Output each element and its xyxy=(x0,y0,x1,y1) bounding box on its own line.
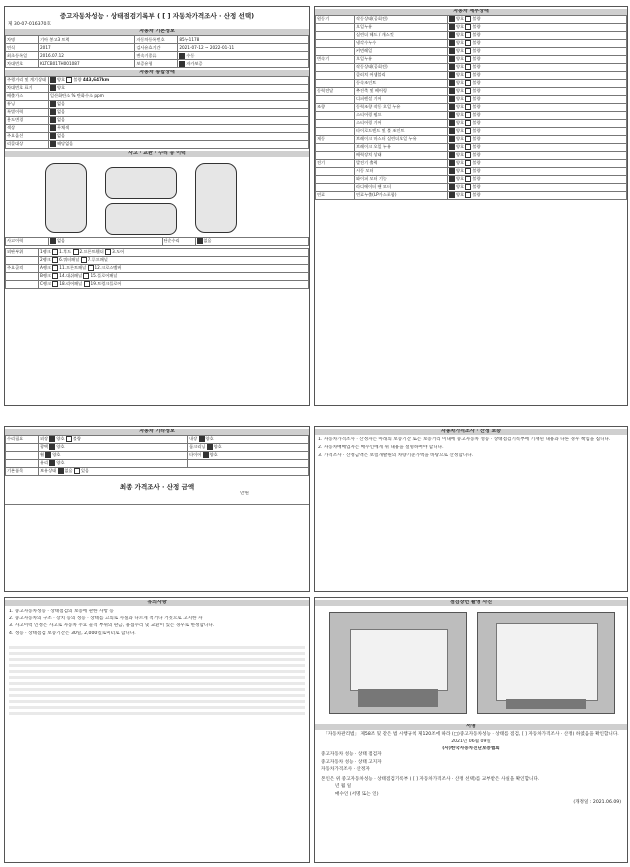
detail-item-label: 커먼레일 xyxy=(355,47,448,55)
detail-item-label: 작동상태(공회전) xyxy=(355,63,448,71)
vehicle-name: 기아 봉고3 트럭 xyxy=(39,36,135,44)
checkbox xyxy=(449,40,455,46)
checkbox xyxy=(449,88,455,94)
car-diagram-side-right xyxy=(105,203,177,235)
detail-item-status: 양호 불량 xyxy=(448,159,627,167)
detail-item-status: 양호 불량 xyxy=(448,23,627,31)
detail-item-status: 양호 불량 xyxy=(448,191,627,199)
detail-item-label: 시동 모터 xyxy=(355,167,448,175)
detail-item-status: 양호 불량 xyxy=(448,87,627,95)
detail-item-label: 배력장치 상태 xyxy=(355,151,448,159)
detail-group-label xyxy=(316,127,355,135)
checkbox xyxy=(465,16,471,22)
notice-sheet xyxy=(4,597,310,863)
basic-info-header: 자동차 기본정보 xyxy=(5,29,309,35)
inspection-photo-rear xyxy=(477,612,615,714)
photo-sign-sheet xyxy=(314,597,628,863)
final-price-unit: 만원 xyxy=(240,490,249,496)
sign-header: 서명 xyxy=(315,724,627,730)
final-price-label: 최종 가격조사 · 산정 금액 xyxy=(119,482,195,491)
inspector-label: 중고자동차 성능 · 상태 점검자 xyxy=(321,752,382,758)
notifier-label: 중고자동차 성능 · 상태 고지자 xyxy=(321,759,382,765)
notice-header: 유의사항 xyxy=(5,600,309,606)
checkbox xyxy=(449,192,455,198)
detail-row xyxy=(316,167,627,175)
checkbox xyxy=(465,128,471,134)
accident-header: 사고 · 교환 · 수리 등 이력 xyxy=(5,151,309,157)
detail-item-status: 양호 불량 xyxy=(448,111,627,119)
detail-item-label: 브레이크 마스터 실린더오일 누유 xyxy=(355,135,448,143)
detail-item-label: 오일누유 xyxy=(355,55,448,63)
detail-row xyxy=(316,47,627,55)
detail-row xyxy=(316,87,627,95)
checkbox xyxy=(465,144,471,150)
checkbox xyxy=(465,72,471,78)
detail-group-label xyxy=(316,119,355,127)
other-info-sheet xyxy=(4,426,310,592)
detail-group-label xyxy=(316,39,355,47)
detail-group-label xyxy=(316,151,355,159)
detail-row xyxy=(316,191,627,199)
guarantee-item: 1. 자동차가격조사 · 산정자는 아래의 보증기간 또는 보증거리 이내에 중고자동차 성능 · 상태점검기록부에 기재된 내용과 다른 경우 책임을 집니다. xyxy=(318,436,611,442)
checkbox xyxy=(449,24,455,30)
notice-item: 1. 중고자동차성능 · 상태점검의 보증에 관한 사항 등 xyxy=(9,608,114,614)
mileage-value: 443,647km xyxy=(82,77,110,83)
car-diagram-bottom xyxy=(195,163,237,233)
price-remarks xyxy=(5,504,309,545)
guarantee-item: 2. 자동차매매업자는 매수인에게 위 내용을 설명하여야 합니다. xyxy=(318,445,444,451)
detail-item-status: 양호 불량 xyxy=(448,151,627,159)
revision-date: (개정일 : 2021.06.09) xyxy=(573,800,621,806)
model-year: 2017 xyxy=(39,44,135,52)
seller-label: 자동차가격조사 · 산정자 xyxy=(321,766,370,772)
price-guarantee-header: 자동차가격조사 · 산정 보증 xyxy=(315,429,627,435)
checkbox xyxy=(449,184,455,190)
detail-group-label: 원동기 xyxy=(316,15,355,23)
chassis-number: KLTCB01TH001087 xyxy=(39,60,135,68)
checkbox xyxy=(465,56,471,62)
detail-item-label: 발전기 출력 xyxy=(355,159,448,167)
detail-row xyxy=(316,175,627,183)
detail-row xyxy=(316,15,627,23)
detail-item-label: 동력조향 작동 오일 누유 xyxy=(355,103,448,111)
detail-row xyxy=(316,119,627,127)
detail-item-status: 양호 불량 xyxy=(448,135,627,143)
detail-status-table xyxy=(315,15,627,200)
detail-row xyxy=(316,23,627,31)
detail-item-status: 양호 불량 xyxy=(448,79,627,87)
checkbox xyxy=(465,136,471,142)
detail-row xyxy=(316,63,627,71)
detail-item-status: 양호 불량 xyxy=(448,39,627,47)
detail-group-label xyxy=(316,31,355,39)
buyer-sign: (서명 또는 인) xyxy=(349,791,379,797)
checkbox xyxy=(449,32,455,38)
checkbox xyxy=(465,24,471,30)
inspection-period: 2021-07-12 ~ 2022-01-11 xyxy=(178,44,309,52)
inspection-photo-front xyxy=(329,612,467,714)
detail-item-status: 양호 불량 xyxy=(448,47,627,55)
detail-status-sheet xyxy=(314,6,628,406)
guarantee-list xyxy=(315,435,627,464)
detail-row xyxy=(316,135,627,143)
detail-row xyxy=(316,111,627,119)
detail-item-label: 등속조인트 xyxy=(355,79,448,87)
detail-item-label: 스티어링 펌프 xyxy=(355,111,448,119)
detail-item-status: 양호 불량 xyxy=(448,119,627,127)
detail-item-status: 양호 불량 xyxy=(448,71,627,79)
notice-body xyxy=(5,641,309,720)
checkbox xyxy=(465,120,471,126)
checkbox xyxy=(465,160,471,166)
checkbox xyxy=(449,136,455,142)
checkbox xyxy=(449,104,455,110)
checkbox xyxy=(465,80,471,86)
notice-item: 3. 사고이력 인정은 사고로 자동차 주요 골격 부위의 판금, 용접수리 및 교환이 있는 경우로 한정합니다. xyxy=(9,623,215,629)
price-guarantee-sheet xyxy=(314,426,628,592)
performance-record-front xyxy=(4,6,310,406)
car-diagram xyxy=(5,157,309,237)
checkbox xyxy=(465,112,471,118)
checkbox xyxy=(449,120,455,126)
detail-row xyxy=(316,183,627,191)
other-info-header: 자동차 기타정보 xyxy=(5,429,309,435)
detail-item-label: 타이로드엔드 및 볼 조인트 xyxy=(355,127,448,135)
detail-rows xyxy=(315,15,627,200)
buyer-label: 매수인 xyxy=(335,791,349,797)
other-info-table: 수리필요 외장 양호 불량 내장 양호 광택 양호 룸크리닝 양호 휠 양호 타이어 양호 유리 양호 기본품목 보유상태 없음 있음 xyxy=(5,435,309,476)
detail-item-status: 양호 불량 xyxy=(448,183,627,191)
detail-item-status: 양호 불량 xyxy=(448,95,627,103)
detail-group-label xyxy=(316,143,355,151)
detail-row xyxy=(316,39,627,47)
detail-row xyxy=(316,159,627,167)
detail-group-label xyxy=(316,183,355,191)
detail-item-label: 실린더 헤드 / 개스킷 xyxy=(355,31,448,39)
checkbox xyxy=(449,176,455,182)
checkbox xyxy=(449,80,455,86)
checkbox xyxy=(465,32,471,38)
detail-row xyxy=(316,79,627,87)
car-diagram-side-left xyxy=(105,167,177,199)
detail-group-label: 전기 xyxy=(316,159,355,167)
org-name: (사)한국자동차진단보증협회 xyxy=(442,746,500,752)
detail-row xyxy=(316,127,627,135)
detail-group-label: 제동 xyxy=(316,135,355,143)
checkbox xyxy=(465,40,471,46)
detail-item-status: 양호 불량 xyxy=(448,103,627,111)
detail-item-status: 양호 불량 xyxy=(448,63,627,71)
detail-item-status: 양호 불량 xyxy=(448,31,627,39)
detail-status-header: 자동차 세부상태 xyxy=(315,9,627,15)
notice-item: 4. 성능 · 상태점검 보증기간은 30일, 2,000킬로미터로 합니다. xyxy=(9,630,136,636)
detail-item-label: 스티어링 기어 xyxy=(355,119,448,127)
detail-group-label: 변속기 xyxy=(316,55,355,63)
detail-group-label xyxy=(316,175,355,183)
document-number: 제 30-07-016370호 xyxy=(8,22,51,27)
checkbox xyxy=(465,88,471,94)
detail-group-label: 연료 xyxy=(316,191,355,199)
detail-row xyxy=(316,71,627,79)
sign-text: 「자동차관리법」 제58조 및 같은 법 시행규칙 제120조에 따라 (□)중고자동차성능 · 상태를 점검, [ ] 자동차가격조사 · 산정) 하였음을 확인합니다. xyxy=(323,731,619,737)
checkbox xyxy=(465,184,471,190)
detail-item-status: 양호 불량 xyxy=(448,55,627,63)
checkbox xyxy=(465,104,471,110)
checkbox xyxy=(449,152,455,158)
status-table: 주행거리 및 계기상태 양호 불량 443,647km 차대번호 표기 양호 배출가스 일산화탄소 % 탄화수소 ppm 튜닝 없음 특별이력 없음 용도변경 없음 색상 무채색 주요옵션 없음 리콜대상 해당없음 xyxy=(5,76,309,149)
car-diagram-top xyxy=(45,163,87,233)
detail-group-label xyxy=(316,71,355,79)
checkbox xyxy=(449,56,455,62)
notice-item: 2. 중고자동차의 구조 · 장치 등의 성능 · 상태를 고의로 사실과 다르게 적거나 거짓으로 고지한 자 xyxy=(9,616,203,622)
detail-row xyxy=(316,31,627,39)
detail-item-status: 양호 불량 xyxy=(448,127,627,135)
checkbox xyxy=(449,96,455,102)
checkbox xyxy=(465,96,471,102)
footer-text: 본인은 위 중고자동차성능 · 상태점검기록부 ( [ ] 자동차가격조사 · 산정 선택)를 교부받은 사실을 확인합니다. xyxy=(321,777,540,783)
document-title: 중고자동차성능 · 상태점검기록부 ( [ ] 자동차가격조사 · 산정 선택) xyxy=(59,12,255,20)
detail-item-status: 양호 불량 xyxy=(448,175,627,183)
checkbox xyxy=(465,48,471,54)
notice-list xyxy=(5,606,309,641)
detail-row xyxy=(316,151,627,159)
checkbox xyxy=(465,168,471,174)
registration-date: 2016.07.12 xyxy=(39,52,135,60)
detail-group-label: 동력전달 xyxy=(316,87,355,95)
detail-row xyxy=(316,143,627,151)
status-header: 자동차 종합상태 xyxy=(5,70,309,76)
checkbox xyxy=(449,64,455,70)
photo-header: 점검장면 촬영 사진 xyxy=(315,600,627,606)
checkbox xyxy=(449,112,455,118)
checkbox xyxy=(449,168,455,174)
checkbox xyxy=(449,48,455,54)
checkbox xyxy=(465,152,471,158)
checkbox xyxy=(465,192,471,198)
detail-item-label: 연료누출(LP가스포함) xyxy=(355,191,448,199)
basic-info-table: 차명 기아 봉고3 트럭 자동차등록번호 85누1178 연식 2017 검사유효기간 2021-07-12 ~ 2022-01-11 최초등록일 2016.07.12 변속기종류 수동 차대번호 KLTCB01TH001087 보증유형 자가보증 xyxy=(5,35,309,68)
sign-date: 2021년 06월 09일 xyxy=(451,738,491,744)
detail-item-label: 와이퍼 모터 기능 xyxy=(355,175,448,183)
checkbox xyxy=(449,72,455,78)
detail-item-label: 라디에이터 팬 모터 xyxy=(355,183,448,191)
footer-date: 년 월 일 xyxy=(335,784,352,790)
detail-item-status: 양호 불량 xyxy=(448,15,627,23)
detail-item-label: 디퍼렌셜 기어 xyxy=(355,95,448,103)
detail-group-label xyxy=(316,95,355,103)
exterior-table: 외판부위 1랭크 1.후드 2.프론트휀더 3.도어 2랭크 6.쿼터패널 7.루프패널 주요골격 A랭크 11.프론트패널 12.크로스멤버 B랭크 14.대쉬패널 15.플로어패널 C랭크 18.리어패널 19.트렁크플로어 xyxy=(5,248,309,289)
detail-row xyxy=(316,95,627,103)
checkbox xyxy=(465,64,471,70)
detail-group-label xyxy=(316,111,355,119)
detail-item-status: 양호 불량 xyxy=(448,143,627,151)
detail-item-label: 클러치 어셈블리 xyxy=(355,71,448,79)
detail-item-label: 냉각수누수 xyxy=(355,39,448,47)
accident-table: 사고이력 없음 단순수리 없음 xyxy=(5,237,309,246)
detail-group-label xyxy=(316,167,355,175)
detail-group-label xyxy=(316,47,355,55)
detail-group-label: 조향 xyxy=(316,103,355,111)
checkbox xyxy=(449,128,455,134)
detail-group-label xyxy=(316,63,355,71)
detail-group-label xyxy=(316,23,355,31)
buyer-line xyxy=(315,791,627,798)
detail-group-label xyxy=(316,79,355,87)
detail-row xyxy=(316,103,627,111)
guarantee-item: 3. 가격조사 · 산정금액은 보험개발원의 차량기준가액을 바탕으로 산정합니다. xyxy=(318,453,474,459)
detail-item-label: 브레이크 오일 누유 xyxy=(355,143,448,151)
detail-item-label: 추진축 및 베어링 xyxy=(355,87,448,95)
checkbox xyxy=(449,16,455,22)
detail-item-label: 오일누유 xyxy=(355,23,448,31)
detail-row xyxy=(316,55,627,63)
plate-number: 85누1178 xyxy=(178,36,309,44)
detail-item-status: 양호 불량 xyxy=(448,167,627,175)
detail-item-label: 작동상태(공회전) xyxy=(355,15,448,23)
checkbox xyxy=(465,176,471,182)
checkbox xyxy=(449,160,455,166)
checkbox xyxy=(449,144,455,150)
